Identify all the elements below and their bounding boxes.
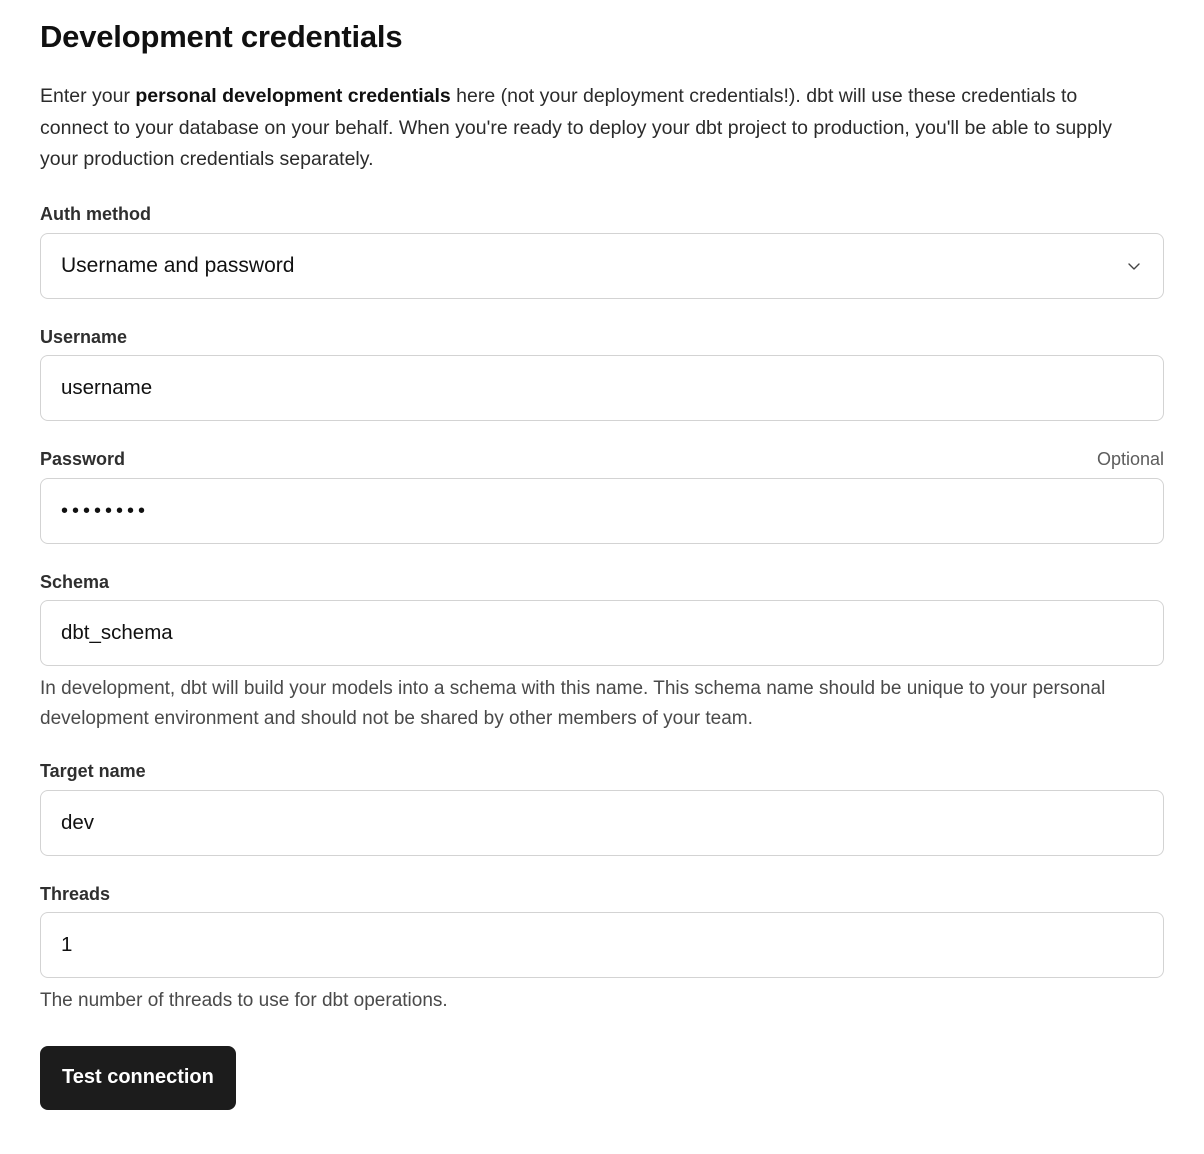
password-optional-tag: Optional — [1096, 449, 1164, 470]
spacer — [40, 433, 1164, 449]
target-name-label-row — [40, 761, 1164, 783]
test-connection-button[interactable]: Test connection — [40, 1046, 236, 1110]
field-threads — [40, 884, 1164, 1016]
threads-label-row — [40, 884, 1164, 906]
password-label: Password — [40, 449, 126, 470]
threads-input[interactable] — [40, 912, 1164, 978]
target-name-value: dev — [61, 810, 95, 834]
field-schema — [40, 572, 1164, 733]
chevron-down-icon — [1125, 257, 1143, 275]
intro-text-part2: here (not your deployment credentials!). dbt will use these credentials to connect to your database on your behalf. When you're ready to deploy your dbt project to production, you'll be able to supply your production credentials separately. — [40, 85, 1112, 171]
threads-helper-text: The number of threads to use for dbt operations. — [40, 990, 448, 1012]
auth-method-label: Auth method — [40, 203, 151, 224]
intro-text-strong: personal development credentials — [135, 85, 451, 108]
target-name-input[interactable] — [40, 790, 1164, 856]
spacer — [40, 311, 1164, 327]
field-auth-method — [40, 204, 1164, 299]
spacer — [40, 556, 1164, 572]
field-username — [40, 327, 1164, 422]
target-name-label: Target name — [40, 761, 146, 782]
password-input[interactable] — [40, 478, 1164, 544]
schema-helper-text: In development, dbt will build your models into a schema with this name. This schema name should be unique to your personal development environment and should not be shared by other members of your team. — [40, 678, 1106, 729]
schema-value: dbt_schema — [61, 621, 173, 645]
field-password — [40, 449, 1164, 544]
password-label-row — [40, 449, 1164, 471]
field-target-name — [40, 761, 1164, 856]
spacer — [40, 745, 1164, 761]
username-input[interactable] — [40, 355, 1164, 421]
schema-label: Schema — [40, 571, 110, 592]
auth-method-select[interactable] — [40, 233, 1164, 299]
schema-label-row — [40, 572, 1164, 594]
schema-input[interactable] — [40, 600, 1164, 666]
username-value: username — [61, 375, 153, 399]
intro-paragraph — [40, 81, 1140, 176]
threads-label: Threads — [40, 883, 111, 904]
auth-method-label-row — [40, 204, 1164, 226]
username-label-row — [40, 327, 1164, 349]
auth-method-value: Username and password — [61, 254, 295, 278]
username-label: Username — [40, 326, 128, 347]
threads-value: 1 — [61, 933, 73, 957]
password-value: •••••••• — [61, 499, 150, 522]
intro-text-part1: Enter your — [40, 85, 136, 108]
spacer — [40, 868, 1164, 884]
page-title: Development credentials — [40, 19, 403, 54]
